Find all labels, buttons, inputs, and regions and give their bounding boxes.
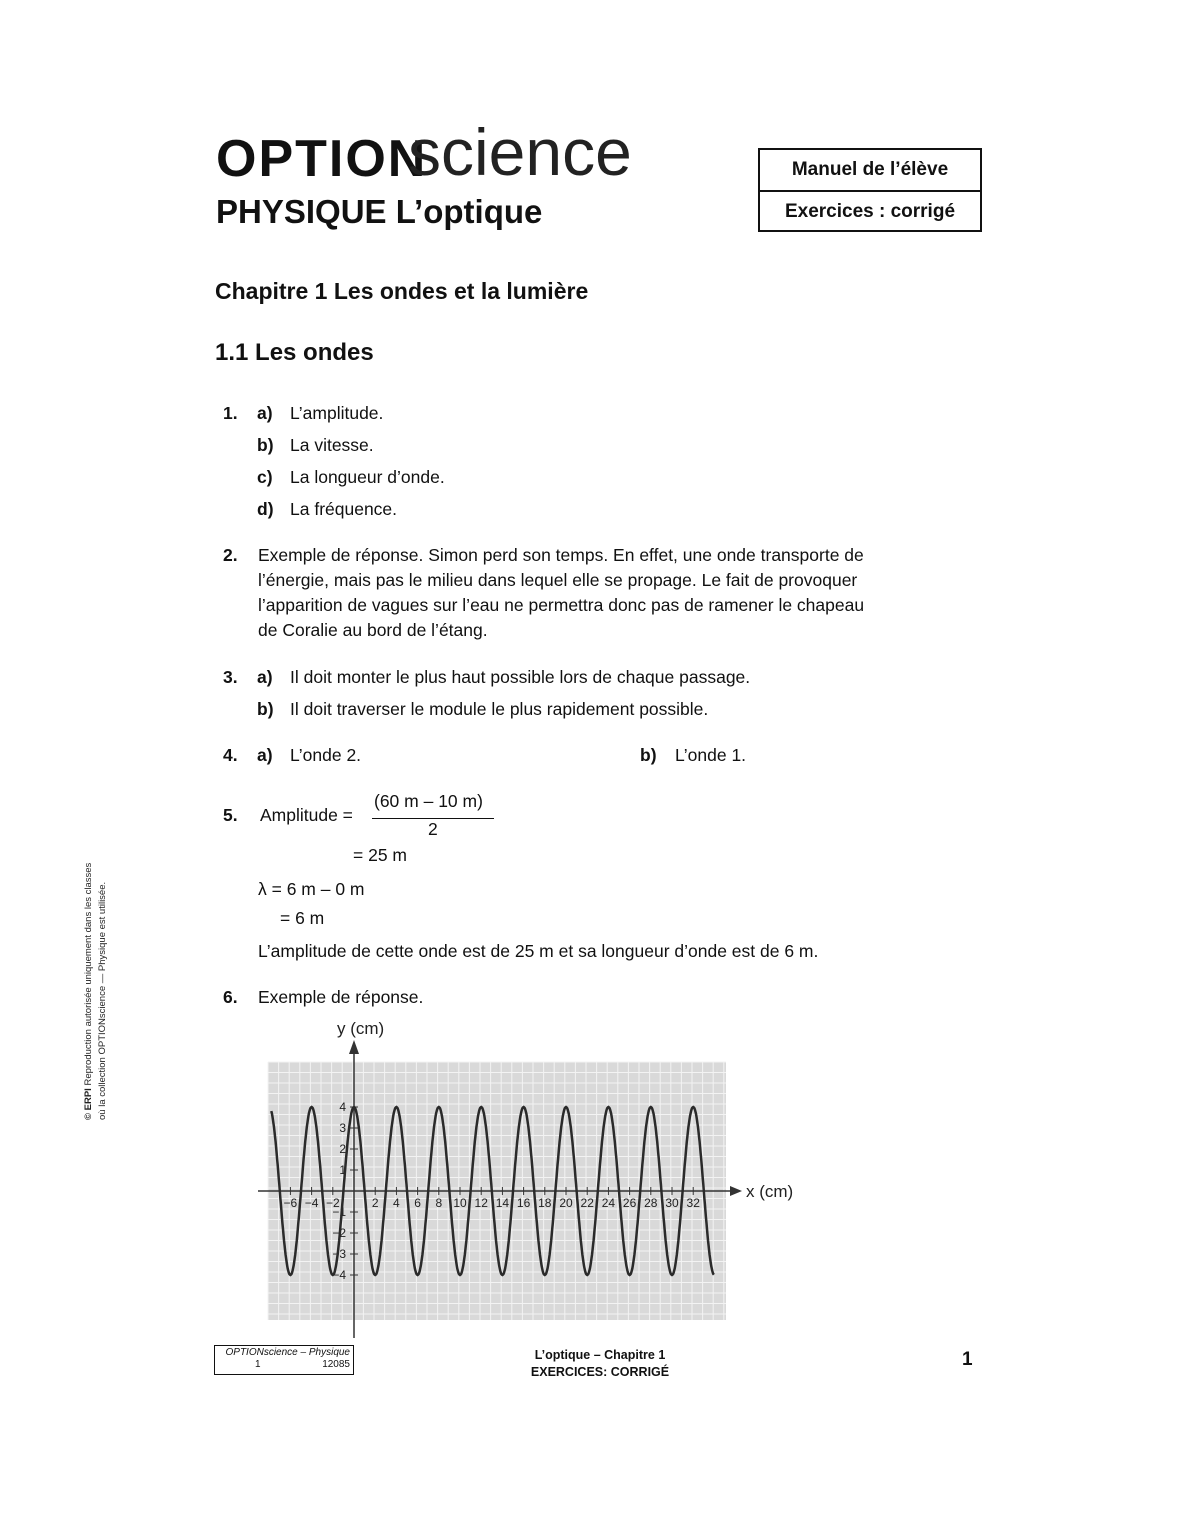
q6-text: Exemple de réponse. bbox=[258, 987, 424, 1007]
chart-x-tick-label: 10 bbox=[453, 1196, 467, 1210]
chart-x-tick-label: 16 bbox=[516, 1196, 531, 1210]
q3-b-text: Il doit traverser le module le plus rapidement possible. bbox=[290, 699, 709, 719]
q4-a-text: L’onde 2. bbox=[290, 745, 362, 765]
manual-label: Manuel de l’élève bbox=[791, 159, 949, 180]
chart-y-tick-label: −2 bbox=[332, 1226, 346, 1240]
footer-box-left: 1 bbox=[255, 1359, 261, 1370]
q3-a-label: a) bbox=[257, 667, 273, 687]
page-number: 1 bbox=[962, 1349, 973, 1370]
q2-line: l’énergie, mais pas le milieu dans lequel elle se propage. Le fait de provoquer bbox=[258, 570, 858, 590]
q3-number: 3. bbox=[223, 667, 238, 687]
chart-x-axis-label: x (cm) bbox=[746, 1182, 794, 1201]
footer-line-1: L’optique – Chapitre 1 bbox=[534, 1348, 666, 1362]
chart-y-tick-label: 4 bbox=[339, 1100, 346, 1114]
q5-amp-result: = 25 m bbox=[353, 845, 407, 865]
chart-x-tick-label: 6 bbox=[414, 1196, 421, 1210]
chart-y-axis-arrow bbox=[349, 1040, 359, 1054]
chart-x-tick-label: 12 bbox=[474, 1196, 488, 1210]
q4-b-text: L’onde 1. bbox=[675, 745, 747, 765]
chart-x-axis-arrow bbox=[730, 1186, 742, 1196]
chart-x-tick-label: −6 bbox=[283, 1196, 298, 1210]
exercises-label: Exercices : corrigé bbox=[760, 190, 980, 232]
q1-d-text: La fréquence. bbox=[290, 499, 398, 519]
copyright-text-1: Reproduction autorisée uniquement dans les classes bbox=[83, 862, 94, 1086]
chart-x-tick-label: 32 bbox=[686, 1196, 700, 1210]
brand-option: OPTION bbox=[216, 130, 428, 188]
chart-y-tick-label: −1 bbox=[332, 1205, 346, 1219]
footer-line-2: EXERCICES: CORRIGÉ bbox=[530, 1365, 670, 1379]
copyright-text-2: où la collection OPTIONscience — Physique est utilisée. bbox=[97, 881, 108, 1120]
q3-a-text: Il doit monter le plus haut possible lors de chaque passage. bbox=[290, 667, 751, 687]
q2-line: Exemple de réponse. Simon perd son temps. En effet, une onde transporte de bbox=[258, 545, 864, 565]
chart-x-tick-label: 8 bbox=[435, 1196, 443, 1210]
copyright-line-1 bbox=[82, 820, 96, 1120]
q1-d-label: d) bbox=[257, 499, 274, 519]
copyright-note bbox=[82, 820, 110, 1120]
subject-title: PHYSIQUE L’optique bbox=[216, 193, 543, 230]
footer-box-title: OPTIONscience – Physique bbox=[225, 1347, 350, 1358]
footer-box-row bbox=[215, 1359, 353, 1371]
chart-y-tick-label: −3 bbox=[332, 1247, 346, 1261]
chart-x-tick-label: 26 bbox=[622, 1196, 637, 1210]
q1-number: 1. bbox=[223, 403, 238, 423]
q5-number: 5. bbox=[223, 805, 238, 825]
q4-number: 4. bbox=[223, 745, 238, 765]
chart-x-tick-label: 24 bbox=[601, 1196, 616, 1210]
q1-b-label: b) bbox=[257, 435, 274, 455]
brand-science: science bbox=[408, 115, 632, 189]
q1-a-label: a) bbox=[257, 403, 273, 423]
section-title: 1.1 Les ondes bbox=[215, 339, 374, 366]
q4-a-label: a) bbox=[257, 745, 273, 765]
q1-c-text: La longueur d’onde. bbox=[290, 467, 445, 487]
footer-ref-box bbox=[214, 1345, 354, 1375]
chart-y-tick-label: 2 bbox=[339, 1142, 346, 1156]
q2-line: l’apparition de vagues sur l’eau ne permettra donc pas de ramener le chapeau bbox=[258, 595, 865, 615]
q5-denominator: 2 bbox=[428, 819, 438, 839]
chart-y-tick-label: 1 bbox=[339, 1163, 346, 1177]
chart-x-tick-label: 4 bbox=[393, 1196, 400, 1210]
q6-number: 6. bbox=[223, 987, 238, 1007]
copyright-owner: © ERPI bbox=[83, 1088, 94, 1120]
chart-x-tick-label: 20 bbox=[559, 1196, 573, 1210]
q2-line: de Coralie au bord de l’étang. bbox=[258, 620, 488, 640]
chart-x-tick-label: −2 bbox=[325, 1196, 340, 1210]
chart-y-tick-label: −4 bbox=[332, 1268, 346, 1282]
chart-x-tick-label: 14 bbox=[495, 1196, 510, 1210]
footer-box-right: 12085 bbox=[322, 1359, 350, 1370]
q5-conclusion: L’amplitude de cette onde est de 25 m et sa longueur d’onde est de 6 m. bbox=[258, 941, 819, 961]
chart-x-tick-label: 18 bbox=[538, 1196, 552, 1210]
q5-lambda-line: λ = 6 m – 0 m bbox=[258, 879, 365, 899]
chapter-title: Chapitre 1 Les ondes et la lumière bbox=[215, 278, 589, 304]
q3-b-label: b) bbox=[257, 699, 274, 719]
chart-x-tick-label: −4 bbox=[304, 1196, 319, 1210]
chart-y-tick-label: 3 bbox=[339, 1121, 346, 1135]
chart-y-axis-label: y (cm) bbox=[337, 1019, 385, 1038]
q4-b-label: b) bbox=[640, 745, 657, 765]
footer-center bbox=[500, 1347, 700, 1381]
q1-b-text: La vitesse. bbox=[290, 435, 374, 455]
chart-x-tick-label: 30 bbox=[665, 1196, 679, 1210]
chart-x-tick-label: 28 bbox=[644, 1196, 658, 1210]
q1-a-text: L’amplitude. bbox=[290, 403, 384, 423]
q5-amplitude-label: Amplitude = bbox=[260, 805, 353, 825]
chart-x-tick-label: 22 bbox=[580, 1196, 594, 1210]
q2-number: 2. bbox=[223, 545, 238, 565]
chart-x-tick-label: 2 bbox=[371, 1196, 379, 1210]
q5-lambda-result: = 6 m bbox=[280, 908, 325, 928]
q5-numerator: (60 m – 10 m) bbox=[374, 791, 483, 811]
q1-c-label: c) bbox=[257, 467, 273, 487]
